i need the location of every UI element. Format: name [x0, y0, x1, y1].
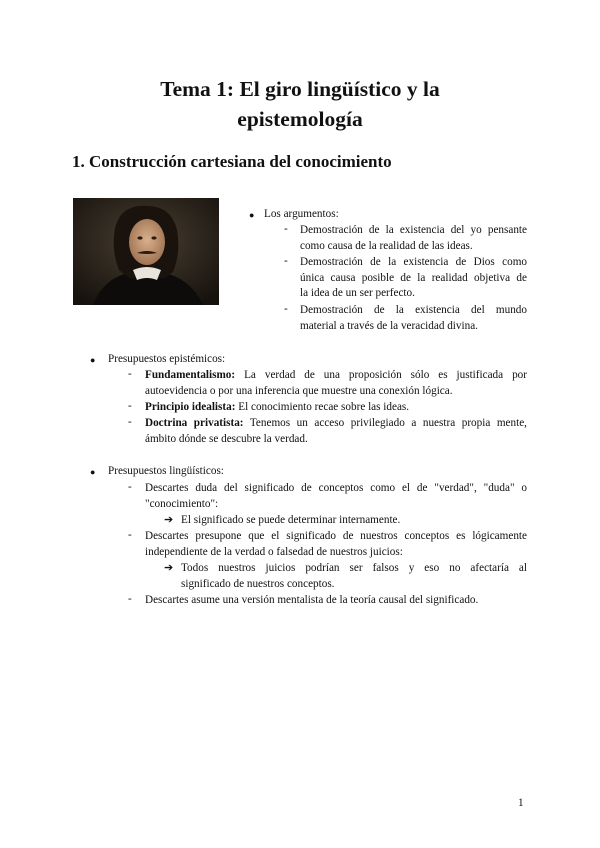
- epistemico-item-principio: [145, 400, 527, 416]
- argumento-item-2-line-1: Demostración de la existencia de Dios como: [300, 256, 527, 268]
- bullet-dot: ●: [90, 355, 96, 365]
- argumento-item-1-line-2: como causa de la realidad de las ideas.: [300, 239, 473, 252]
- bullet-dot: ●: [249, 210, 255, 220]
- epistemico-item-doctrina: [145, 416, 527, 447]
- title-line-2: epistemología: [237, 107, 363, 131]
- linguistico-subitem-2: [181, 561, 527, 592]
- section-heading: 1. Construcción cartesiana del conocimiento: [72, 152, 392, 171]
- page-title: [0, 74, 600, 134]
- linguistico-item-2-line-2: independiente de la verdad o falsedad de nuestros juicios:: [145, 545, 403, 558]
- linguistico-item-1: [145, 481, 527, 512]
- dash-marker: -: [128, 593, 132, 605]
- linguistico-item-1-line-1: Descartes duda del significado de conceptos como el de "verdad", "duda" o: [145, 482, 527, 494]
- argumento-item-3: [300, 303, 527, 334]
- argumento-item-3-line-1: Demostración de la existencia del mundo: [300, 304, 527, 316]
- linguistico-subitem-1: El significado se puede determinar internamente.: [181, 514, 401, 526]
- linguistico-subitem-2-line-2: significado de nuestros conceptos.: [181, 577, 335, 590]
- epistemico-item-3-line-2: ámbito dónde se descubre la verdad.: [145, 432, 308, 445]
- epistemico-item-1-text: La verdad de una proposición sólo es justificada por: [235, 369, 527, 381]
- epistemico-item-3-text: Tenemos un acceso privilegiado a nuestra propia mente,: [243, 417, 527, 429]
- linguistico-item-2-line-1: Descartes presupone que el significado de nuestros conceptos es lógicamente: [145, 530, 527, 542]
- dash-marker: -: [128, 529, 132, 541]
- epistemico-item-fundamentalismo: [145, 368, 527, 399]
- epistemico-item-3-line-1: [145, 416, 527, 432]
- page-number: 1: [518, 797, 524, 809]
- argumento-item-2-line-2: única causa posible de la realidad objetiva de: [300, 271, 527, 284]
- descartes-portrait: [73, 198, 219, 305]
- linguisticos-label: Presupuestos lingüísticos:: [108, 465, 224, 477]
- linguistico-item-1-line-2: "conocimiento":: [145, 497, 219, 510]
- epistemicos-label: Presupuestos epistémicos:: [108, 353, 226, 365]
- term-principio-idealista: Principio idealista:: [145, 401, 236, 413]
- dash-marker: -: [284, 303, 288, 315]
- term-fundamentalismo: Fundamentalismo:: [145, 369, 236, 381]
- argumento-item-1: [300, 223, 527, 254]
- term-doctrina-privatista: Doctrina privatista:: [145, 417, 244, 429]
- dash-marker: -: [128, 416, 132, 428]
- argumento-item-3-line-2: material a través de la veracidad divina.: [300, 319, 478, 332]
- argumento-item-2: [300, 255, 527, 302]
- arrow-right-icon: ➔: [164, 514, 174, 526]
- linguistico-item-2: [145, 529, 527, 560]
- epistemico-item-2-text: El conocimiento recae sobre las ideas.: [235, 401, 410, 413]
- title-line-1: Tema 1: El giro lingüístico y la: [160, 77, 440, 101]
- dash-marker: -: [284, 255, 288, 267]
- linguistico-item-3: Descartes asume una versión mentalista de la teoría causal del significado.: [145, 594, 479, 606]
- bullet-dot: ●: [90, 467, 96, 477]
- argumento-item-1-line-1: Demostración de la existencia del yo pensante: [300, 224, 527, 236]
- epistemico-item-1-line-2: autoevidencia o por una inferencia que muestre una conexión lógica.: [145, 384, 453, 397]
- argumento-item-2-line-3: la idea de un ser perfecto.: [300, 287, 415, 300]
- dash-marker: -: [128, 400, 132, 412]
- dash-marker: -: [128, 368, 132, 380]
- arrow-right-icon: ➔: [164, 562, 174, 574]
- epistemico-item-1-line-1: [145, 368, 527, 384]
- dash-marker: -: [128, 481, 132, 493]
- linguistico-subitem-2-line-1: Todos nuestros juicios podrían ser falsos y eso no afectaría al: [181, 562, 527, 574]
- argumentos-label: Los argumentos:: [264, 208, 339, 220]
- dash-marker: -: [284, 223, 288, 235]
